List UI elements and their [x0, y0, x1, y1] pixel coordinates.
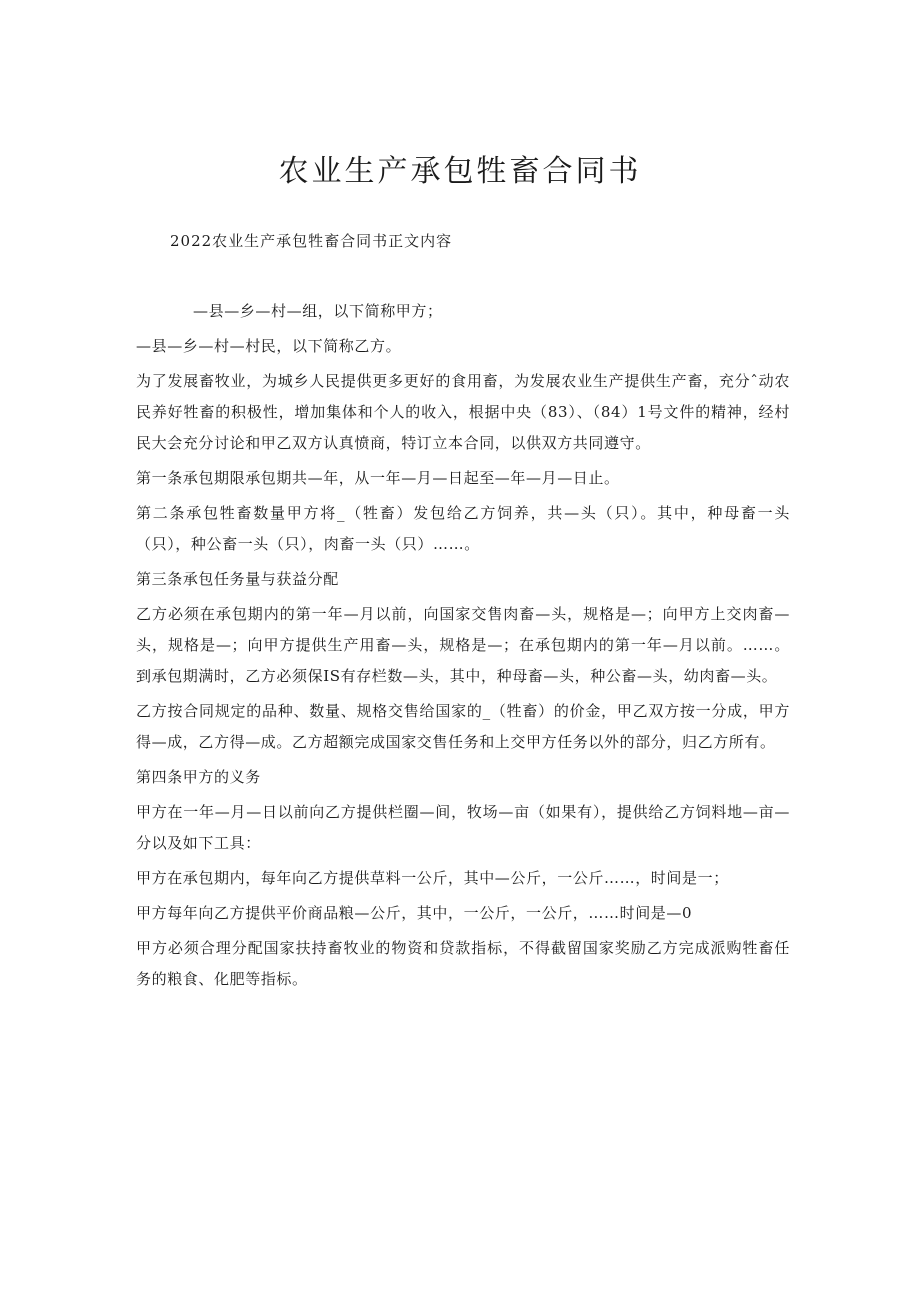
- preamble-paragraph: 为了发展畜牧业，为城乡人民提供更多更好的食用畜，为发展农业生产提供生产畜，充分ˆ动农民养好牲畜的积极性，增加集体和个人的收入，根据中央（83）、（84）1号文件的精神，经村民大会充分讨论和甲乙双方认真愤商，特订立本合同，以供双方共同遵守。: [136, 372, 790, 452]
- document-body: [136, 296, 790, 999]
- document-subtitle: 2022农业生产承包牲畜合同书正文内容: [170, 232, 453, 250]
- article-4-paragraph-4: 甲方必须合理分配国家扶持畜牧业的物资和贷款指标，不得截留国家奖励乙方完成派购牲畜任务的粮食、化肥等指标。: [136, 939, 790, 988]
- article-4-paragraph-3: 甲方每年向乙方提供平价商品粮—公斤，其中，一公斤，一公斤，……时间是—0: [136, 904, 693, 922]
- party-b-line: —县—乡—村—村民，以下简称乙方。: [136, 337, 402, 355]
- article-4-paragraph-2: 甲方在承包期内，每年向乙方提供草料一公斤，其中—公斤，一公斤……，时间是一；: [136, 869, 729, 887]
- article-2-paragraph: 第二条承包牲畜数量甲方将_（牲畜）发包给乙方饲养，共—头（只）。其中，种母畜一头（只），种公畜一头（只），肉畜一头（只）……。: [136, 504, 790, 553]
- article-4-paragraph-1: 甲方在一年—月—日以前向乙方提供栏圈—间，牧场—亩（如果有），提供给乙方饲料地—亩—分以及如下工具：: [136, 803, 790, 852]
- article-1-paragraph: 第一条承包期限承包期共—年，从一年—月—日起至—年—月—日止。: [136, 469, 620, 487]
- article-3-paragraph-1: 乙方必须在承包期内的第一年—月以前，向国家交售肉畜—头，规格是—；向甲方上交肉畜—头，规格是—；向甲方提供生产用畜—头，规格是—；在承包期内的第一年—月以前。……。到承包期满时，乙方必须保IS有存栏数—头，其中，种母畜—头，种公畜—头，幼肉畜—头。: [136, 605, 790, 685]
- party-a-line: —县—乡—村—组，以下简称甲方；: [193, 302, 443, 320]
- article-3-paragraph-2: 乙方按合同规定的品种、数量、规格交售给国家的_（牲畜）的价金，甲乙双方按一分成，甲方得—成，乙方得—成。乙方超额完成国家交售任务和上交甲方任务以外的部分，归乙方所有。: [136, 702, 790, 751]
- document-title: 农业生产承包牲畜合同书: [278, 154, 642, 189]
- article-4-heading: 第四条甲方的义务: [136, 768, 261, 786]
- article-3-heading: 第三条承包任务量与获益分配: [136, 570, 339, 588]
